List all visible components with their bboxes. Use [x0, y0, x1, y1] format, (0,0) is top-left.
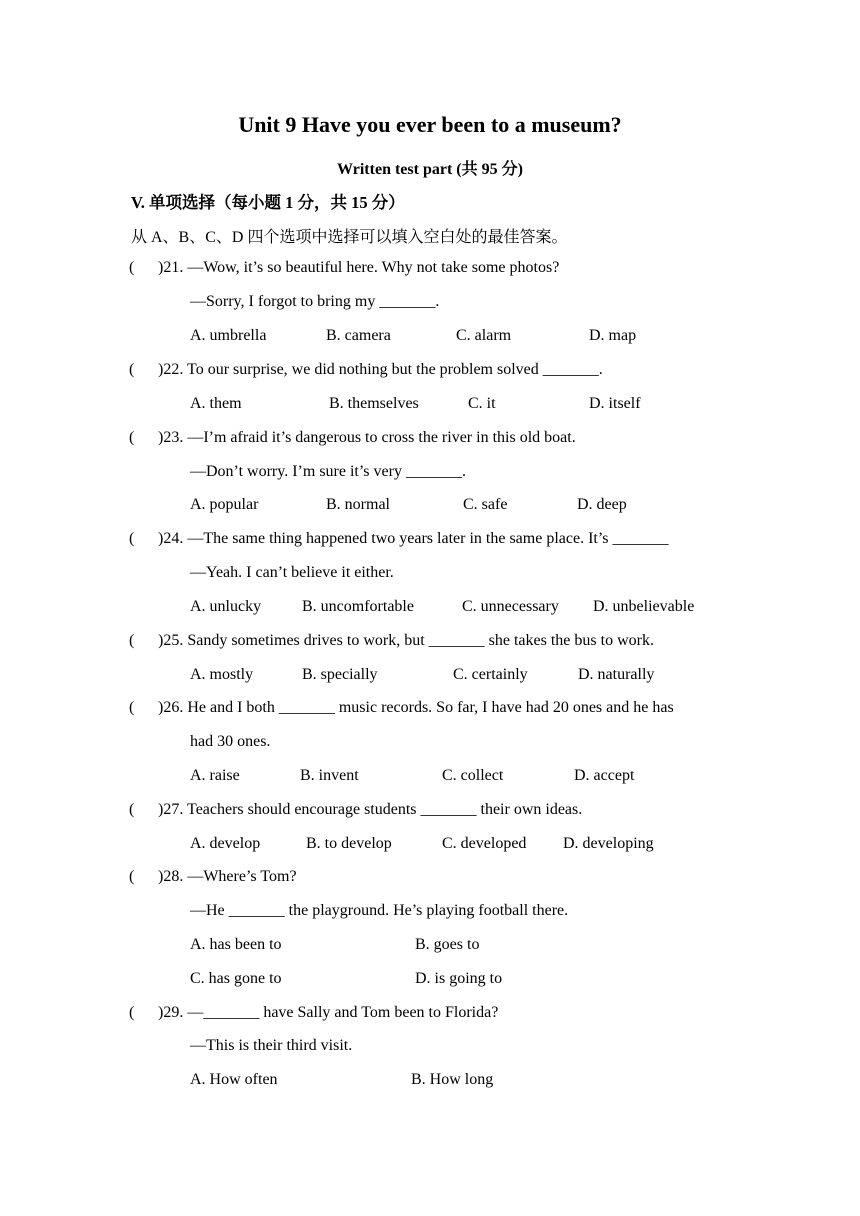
option-b: B. specially	[302, 666, 378, 683]
question-continuation: —Yeah. I can’t believe it either.	[190, 564, 394, 581]
option-d: D. naturally	[578, 666, 655, 683]
option-a: A. mostly	[190, 666, 254, 683]
option-a: A. has been to	[190, 936, 282, 953]
option-d: D. accept	[574, 767, 635, 784]
answer-paren: (	[129, 429, 135, 446]
option-a: A. develop	[190, 835, 261, 852]
option-a: A. unlucky	[190, 598, 262, 615]
option-b: B. to develop	[306, 835, 392, 852]
answer-paren: (	[129, 699, 135, 716]
question-stem: )25. Sandy sometimes drives to work, but _______ she takes the bus to work.	[158, 632, 654, 649]
option-c: C. unnecessary	[462, 598, 559, 615]
option-b: B. themselves	[329, 395, 419, 412]
option-b: B. How long	[411, 1071, 494, 1088]
answer-paren: (	[129, 361, 135, 378]
page-title: Unit 9 Have you ever been to a museum?	[238, 112, 622, 137]
option-c: C. it	[468, 395, 496, 412]
option-d: D. developing	[563, 835, 654, 852]
option-c: C. safe	[463, 496, 508, 513]
section-instruction: 从 A、B、C、D 四个选项中选择可以填入空白处的最佳答案。	[131, 229, 568, 246]
option-d: D. deep	[577, 496, 627, 513]
answer-paren: (	[129, 868, 135, 885]
question-continuation: —This is their third visit.	[190, 1037, 353, 1054]
option-c: C. collect	[442, 767, 504, 784]
option-c: C. developed	[442, 835, 527, 852]
question-continuation: —He _______ the playground. He’s playing football there.	[190, 902, 569, 919]
option-c: C. alarm	[456, 327, 512, 344]
option-a: A. umbrella	[190, 327, 267, 344]
answer-paren: (	[129, 1004, 135, 1021]
option-a: A. popular	[190, 496, 259, 513]
option-d: D. unbelievable	[593, 598, 695, 615]
answer-paren: (	[129, 530, 135, 547]
option-b: B. goes to	[415, 936, 480, 953]
option-a: A. How often	[190, 1071, 278, 1088]
question-stem: )21. —Wow, it’s so beautiful here. Why not take some photos?	[158, 259, 560, 276]
option-d: D. itself	[589, 395, 641, 412]
answer-paren: (	[129, 801, 135, 818]
answer-paren: (	[129, 632, 135, 649]
question-stem: )24. —The same thing happened two years later in the same place. It’s _______	[158, 530, 669, 547]
option-a: A. raise	[190, 767, 240, 784]
question-stem: )28. —Where’s Tom?	[158, 868, 297, 885]
question-continuation: had 30 ones.	[190, 733, 271, 750]
option-d: D. map	[589, 327, 637, 344]
option-b: B. uncomfortable	[302, 598, 414, 615]
option-b: B. invent	[300, 767, 359, 784]
option-b: B. camera	[326, 327, 391, 344]
section-heading: V. 单项选择（每小题 1 分，共 15 分）	[131, 193, 405, 212]
question-stem: )27. Teachers should encourage students _______ their own ideas.	[158, 801, 583, 818]
option-c: C. certainly	[453, 666, 528, 683]
question-stem: )26. He and I both _______ music records. So far, I have had 20 ones and he has	[158, 699, 674, 716]
question-stem: )22. To our surprise, we did nothing but the problem solved _______.	[158, 361, 603, 378]
page-subtitle: Written test part (共 95 分)	[337, 161, 523, 178]
answer-paren: (	[129, 259, 135, 276]
option-c: C. has gone to	[190, 970, 282, 987]
question-stem: )23. —I’m afraid it’s dangerous to cross the river in this old boat.	[158, 429, 576, 446]
question-continuation: —Don’t worry. I’m sure it’s very _______.	[190, 463, 466, 480]
option-d: D. is going to	[415, 970, 503, 987]
question-stem: )29. —_______ have Sally and Tom been to Florida?	[158, 1004, 499, 1021]
option-b: B. normal	[326, 496, 390, 513]
option-a: A. them	[190, 395, 242, 412]
question-continuation: —Sorry, I forgot to bring my _______.	[190, 293, 440, 310]
